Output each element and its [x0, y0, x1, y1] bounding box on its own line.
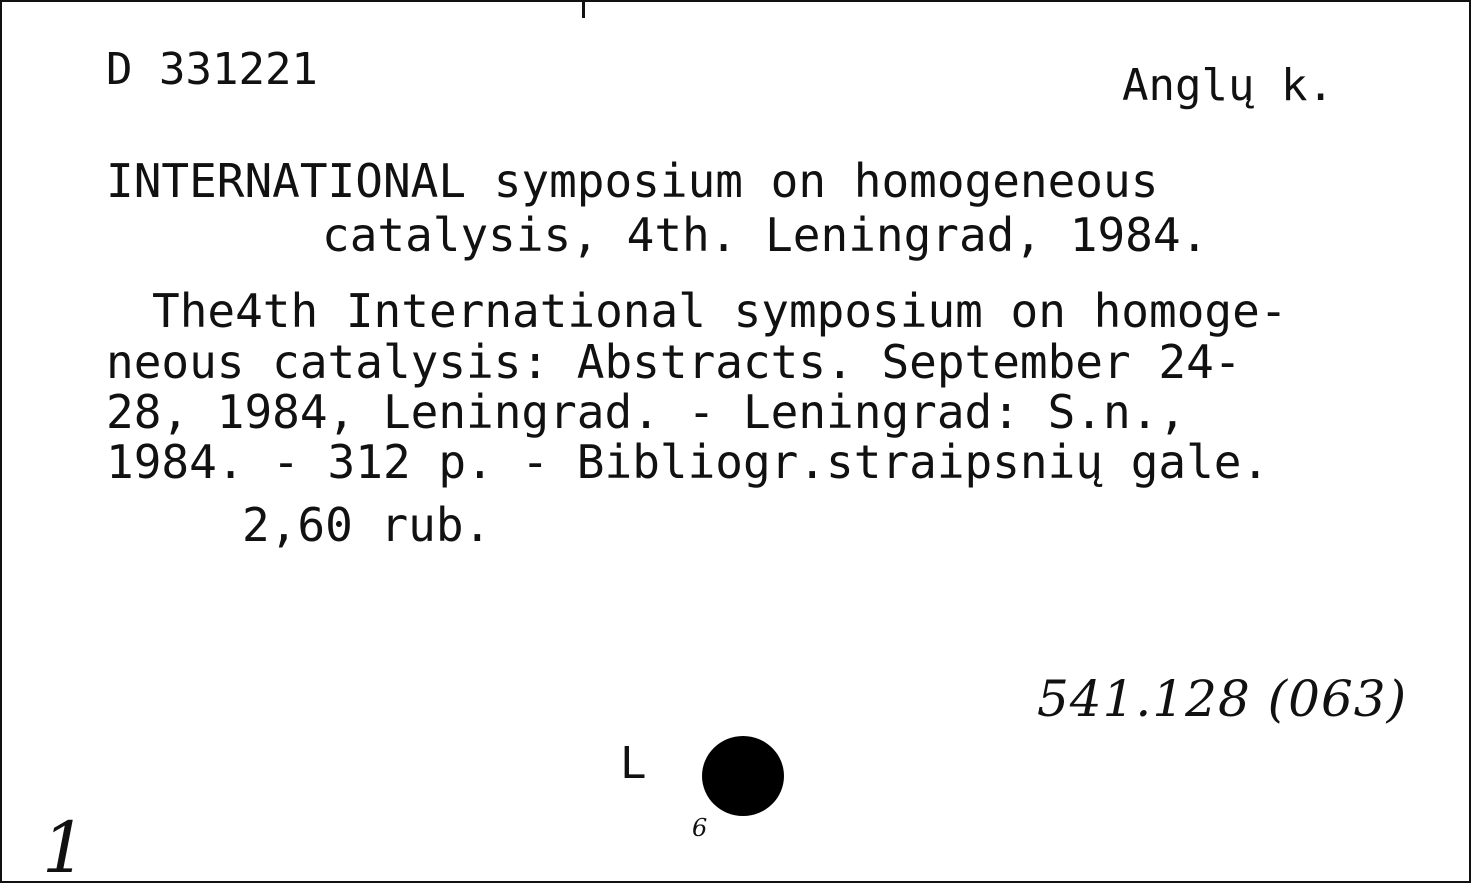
body-line-1: The4th International symposium on homoge- — [152, 284, 1288, 338]
top-tick-mark — [582, 2, 585, 18]
card-number: 1 — [42, 807, 87, 889]
heading-line-2: catalysis, 4th. Leningrad, 1984. — [322, 208, 1209, 262]
language-note: Anglų k. — [1122, 60, 1334, 111]
price: 2,60 rub. — [242, 498, 492, 552]
classification-number: 541.128 (063) — [1037, 670, 1408, 728]
punch-dot — [702, 736, 784, 816]
body-line-4: 1984. - 312 p. - Bibliogr.straipsnių gale. — [106, 435, 1270, 489]
accession-number: D 331221 — [106, 44, 318, 95]
heading-line-1: INTERNATIONAL symposium on homogeneous — [106, 154, 1159, 208]
location-letter: L — [620, 738, 647, 789]
body-line-3: 28, 1984, Leningrad. - Leningrad: S.n., — [106, 385, 1187, 439]
small-handwritten-mark: 6 — [692, 814, 708, 842]
body-line-2: neous catalysis: Abstracts. September 24- — [106, 335, 1242, 389]
